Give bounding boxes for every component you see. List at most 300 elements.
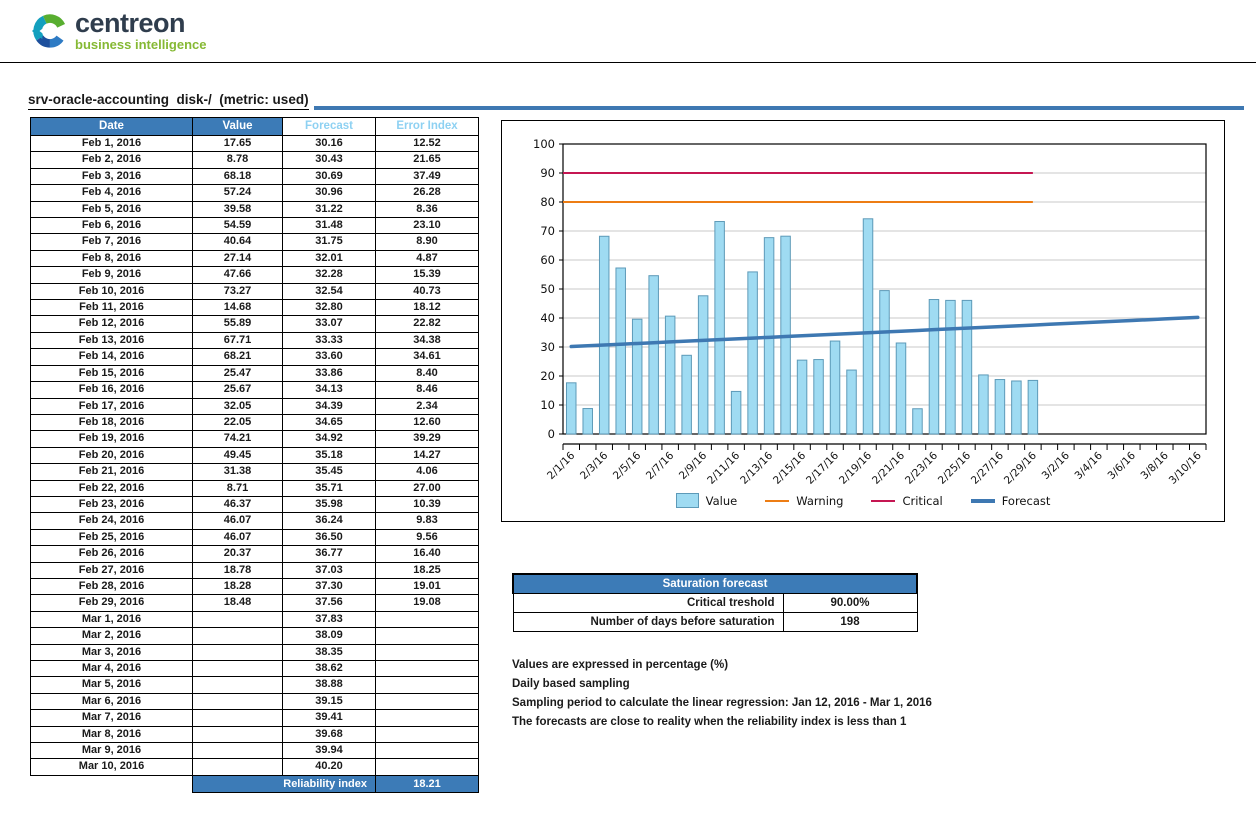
y-tick-label: 0 — [547, 427, 555, 441]
cell-date: Feb 17, 2016 — [31, 398, 193, 414]
cell-error-index: 18.12 — [376, 300, 479, 316]
cell-error-index: 19.01 — [376, 578, 479, 594]
x-tick-label: 3/4/16 — [1072, 449, 1105, 483]
cell-date: Feb 13, 2016 — [31, 332, 193, 348]
table-row — [31, 628, 479, 644]
cell-date: Feb 2, 2016 — [31, 152, 193, 168]
header-divider — [0, 62, 1256, 63]
cell-value — [193, 759, 283, 775]
cell-error-index — [376, 611, 479, 627]
x-tick-label: 3/6/16 — [1105, 449, 1138, 483]
note-line: Values are expressed in percentage (%) — [512, 659, 729, 671]
cell-date: Feb 23, 2016 — [31, 496, 193, 512]
reliability-index-label: Reliability index — [193, 775, 376, 792]
table-row — [31, 201, 479, 217]
y-tick-label: 90 — [540, 166, 555, 180]
table-row — [31, 611, 479, 627]
cell-date: Feb 7, 2016 — [31, 234, 193, 250]
x-tick-label: 2/11/16 — [705, 449, 743, 487]
col-header-date: Date — [31, 118, 193, 136]
cell-date: Feb 24, 2016 — [31, 513, 193, 529]
table-row — [31, 496, 479, 512]
x-tick-label: 2/13/16 — [738, 449, 776, 487]
cell-date: Feb 16, 2016 — [31, 382, 193, 398]
y-tick-label: 70 — [540, 224, 555, 238]
table-row — [31, 710, 479, 726]
table-row — [31, 283, 479, 299]
table-row — [31, 693, 479, 709]
cell-date: Mar 5, 2016 — [31, 677, 193, 693]
cell-forecast: 35.45 — [283, 464, 376, 480]
cell-forecast: 30.69 — [283, 168, 376, 184]
cell-value: 73.27 — [193, 283, 283, 299]
cell-forecast: 30.16 — [283, 136, 376, 152]
cell-forecast: 34.65 — [283, 414, 376, 430]
cell-error-index: 12.52 — [376, 136, 479, 152]
y-tick-label: 20 — [540, 369, 555, 383]
x-tick-label: 2/3/16 — [577, 449, 611, 483]
note-line: Sampling period to calculate the linear regression: Jan 12, 2016 - Mar 1, 2016 — [512, 697, 932, 709]
value-bar — [748, 272, 758, 434]
forecast-line-icon — [971, 499, 995, 503]
cell-value: 17.65 — [193, 136, 283, 152]
table-row — [31, 529, 479, 545]
cell-date: Mar 10, 2016 — [31, 759, 193, 775]
cell-forecast: 37.56 — [283, 595, 376, 611]
cell-value: 20.37 — [193, 546, 283, 562]
cell-error-index: 10.39 — [376, 496, 479, 512]
cell-value: 55.89 — [193, 316, 283, 332]
table-row — [31, 398, 479, 414]
x-tick-label: 3/10/16 — [1166, 449, 1204, 487]
cell-value: 46.37 — [193, 496, 283, 512]
title-rule — [314, 106, 1244, 110]
forecast-chart — [501, 120, 1225, 522]
value-bar — [632, 319, 642, 434]
table-row — [31, 414, 479, 430]
x-tick-label: 2/21/16 — [869, 449, 908, 487]
table-row — [31, 168, 479, 184]
cell-value: 18.78 — [193, 562, 283, 578]
table-row — [31, 595, 479, 611]
cell-error-index: 26.28 — [376, 185, 479, 201]
table-row — [31, 759, 479, 775]
table-row — [31, 218, 479, 234]
cell-error-index — [376, 661, 479, 677]
cell-error-index: 21.65 — [376, 152, 479, 168]
x-tick-label: 2/23/16 — [902, 449, 941, 487]
cell-value: 40.64 — [193, 234, 283, 250]
forecast-table-body — [31, 136, 479, 776]
cell-value — [193, 726, 283, 742]
cell-error-index: 4.06 — [376, 464, 479, 480]
blank-cell — [31, 775, 193, 792]
legend-item-warning — [765, 494, 843, 508]
x-tick-label: 2/29/16 — [1001, 449, 1040, 487]
cell-date: Feb 6, 2016 — [31, 218, 193, 234]
cell-forecast: 34.92 — [283, 431, 376, 447]
table-row — [31, 726, 479, 742]
cell-forecast: 39.41 — [283, 710, 376, 726]
x-tick-label: 3/8/16 — [1138, 449, 1171, 483]
legend-label-value: Value — [705, 493, 738, 508]
cell-error-index: 39.29 — [376, 431, 479, 447]
value-bar — [599, 236, 609, 434]
cell-date: Feb 1, 2016 — [31, 136, 193, 152]
critical-threshold-label: Critical treshold — [513, 594, 783, 613]
legend-item-forecast — [971, 494, 1051, 508]
cell-date: Feb 20, 2016 — [31, 447, 193, 463]
value-bar — [830, 341, 840, 434]
table-row — [31, 677, 479, 693]
cell-value: 18.28 — [193, 578, 283, 594]
value-bar — [566, 383, 576, 434]
x-tick-label: 2/19/16 — [837, 449, 875, 487]
cell-forecast: 34.39 — [283, 398, 376, 414]
cell-value: 8.71 — [193, 480, 283, 496]
cell-forecast: 39.68 — [283, 726, 376, 742]
cell-error-index: 9.83 — [376, 513, 479, 529]
y-tick-label: 10 — [540, 398, 555, 412]
page-title: srv-oracle-accounting disk-/ (metric: used) — [28, 92, 309, 110]
cell-date: Mar 9, 2016 — [31, 743, 193, 759]
cell-value: 32.05 — [193, 398, 283, 414]
cell-date: Feb 4, 2016 — [31, 185, 193, 201]
cell-date: Mar 2, 2016 — [31, 628, 193, 644]
table-row — [31, 250, 479, 266]
value-bar — [962, 300, 972, 434]
cell-forecast: 40.20 — [283, 759, 376, 775]
cell-date: Feb 21, 2016 — [31, 464, 193, 480]
cell-date: Mar 6, 2016 — [31, 693, 193, 709]
value-bar — [880, 291, 890, 434]
table-row — [31, 136, 479, 152]
legend-label-forecast: Forecast — [1001, 493, 1051, 508]
x-tick-label: 3/2/16 — [1039, 449, 1072, 483]
reliability-index-value: 18.21 — [376, 775, 479, 792]
days-before-saturation-value: 198 — [783, 613, 917, 632]
cell-forecast: 38.62 — [283, 661, 376, 677]
cell-error-index: 8.36 — [376, 201, 479, 217]
cell-value — [193, 743, 283, 759]
legend-label-critical: Critical — [902, 493, 943, 508]
cell-forecast: 35.71 — [283, 480, 376, 496]
value-bar — [731, 391, 741, 434]
table-header-row — [31, 118, 479, 136]
cell-date: Feb 15, 2016 — [31, 365, 193, 381]
value-bar — [979, 375, 989, 434]
cell-date: Feb 18, 2016 — [31, 414, 193, 430]
cell-date: Feb 27, 2016 — [31, 562, 193, 578]
days-before-saturation-label: Number of days before saturation — [513, 613, 783, 632]
table-row — [31, 743, 479, 759]
cell-value: 46.07 — [193, 529, 283, 545]
cell-date: Feb 10, 2016 — [31, 283, 193, 299]
cell-forecast: 38.35 — [283, 644, 376, 660]
value-bar — [583, 409, 593, 434]
note-line: The forecasts are close to reality when the reliability index is less than 1 — [512, 716, 907, 728]
cell-forecast: 38.09 — [283, 628, 376, 644]
cell-forecast: 36.50 — [283, 529, 376, 545]
cell-forecast: 37.30 — [283, 578, 376, 594]
forecast-table — [30, 117, 479, 793]
cell-error-index: 8.46 — [376, 382, 479, 398]
cell-error-index: 15.39 — [376, 267, 479, 283]
table-row — [31, 562, 479, 578]
value-bar — [797, 360, 807, 434]
value-bar — [814, 360, 824, 434]
cell-forecast: 32.80 — [283, 300, 376, 316]
value-bar — [616, 268, 626, 434]
y-tick-label: 100 — [533, 137, 555, 151]
cell-forecast: 31.22 — [283, 201, 376, 217]
cell-date: Mar 8, 2016 — [31, 726, 193, 742]
table-row — [31, 447, 479, 463]
cell-error-index — [376, 710, 479, 726]
centreon-logo — [30, 10, 207, 52]
table-row — [31, 332, 479, 348]
cell-error-index: 40.73 — [376, 283, 479, 299]
saturation-header-row — [513, 574, 917, 594]
cell-value: 57.24 — [193, 185, 283, 201]
y-tick-label: 80 — [540, 195, 555, 209]
cell-forecast: 32.28 — [283, 267, 376, 283]
cell-error-index: 12.60 — [376, 414, 479, 430]
table-row — [31, 234, 479, 250]
saturation-forecast-table — [512, 573, 918, 632]
chart-legend — [502, 493, 1224, 508]
cell-value — [193, 710, 283, 726]
x-tick-label: 2/17/16 — [804, 449, 842, 487]
cell-value: 31.38 — [193, 464, 283, 480]
cell-forecast: 37.83 — [283, 611, 376, 627]
value-swatch-icon — [676, 493, 699, 508]
cell-error-index: 34.38 — [376, 332, 479, 348]
cell-error-index: 18.25 — [376, 562, 479, 578]
x-tick-label: 2/15/16 — [771, 449, 809, 487]
note-line: Daily based sampling — [512, 678, 630, 690]
cell-error-index: 2.34 — [376, 398, 479, 414]
cell-error-index: 19.08 — [376, 595, 479, 611]
cell-date: Feb 9, 2016 — [31, 267, 193, 283]
legend-item-value — [676, 493, 738, 508]
cell-value: 49.45 — [193, 447, 283, 463]
cell-value — [193, 677, 283, 693]
cell-value: 18.48 — [193, 595, 283, 611]
table-row — [31, 546, 479, 562]
cell-value: 39.58 — [193, 201, 283, 217]
cell-error-index: 37.49 — [376, 168, 479, 184]
cell-value: 47.66 — [193, 267, 283, 283]
brand-tagline: business intelligence — [75, 37, 207, 52]
table-row — [31, 267, 479, 283]
value-bar — [847, 370, 857, 434]
cell-forecast: 36.77 — [283, 546, 376, 562]
cell-date: Feb 11, 2016 — [31, 300, 193, 316]
value-bar — [665, 316, 675, 434]
table-row — [31, 480, 479, 496]
cell-error-index: 9.56 — [376, 529, 479, 545]
legend-item-critical — [871, 494, 942, 508]
x-tick-label: 2/25/16 — [935, 449, 974, 487]
cell-value: 46.07 — [193, 513, 283, 529]
cell-date: Mar 1, 2016 — [31, 611, 193, 627]
cell-value: 67.71 — [193, 332, 283, 348]
cell-forecast: 36.24 — [283, 513, 376, 529]
cell-forecast: 39.94 — [283, 743, 376, 759]
cell-error-index: 34.61 — [376, 349, 479, 365]
chart-canvas — [502, 121, 1223, 489]
value-bar — [913, 409, 923, 434]
cell-value: 74.21 — [193, 431, 283, 447]
y-tick-label: 40 — [540, 311, 555, 325]
value-bar — [896, 343, 906, 434]
cell-error-index — [376, 677, 479, 693]
cell-error-index: 27.00 — [376, 480, 479, 496]
report-notes — [512, 656, 932, 732]
value-bar — [682, 355, 692, 434]
cell-date: Feb 12, 2016 — [31, 316, 193, 332]
cell-value: 22.05 — [193, 414, 283, 430]
value-bar — [946, 300, 956, 434]
cell-value — [193, 693, 283, 709]
brand-name: centreon — [75, 8, 186, 38]
cell-error-index: 8.40 — [376, 365, 479, 381]
cell-forecast: 37.03 — [283, 562, 376, 578]
value-bar — [649, 276, 659, 434]
legend-label-warning: Warning — [796, 493, 844, 508]
x-tick-label: 2/7/16 — [643, 449, 677, 483]
cell-value: 14.68 — [193, 300, 283, 316]
cell-value — [193, 644, 283, 660]
value-bar — [929, 300, 939, 434]
value-bar — [715, 222, 725, 434]
col-header-value: Value — [193, 118, 283, 136]
value-bar — [1012, 381, 1022, 434]
saturation-title: Saturation forecast — [513, 574, 917, 594]
y-tick-label: 30 — [540, 340, 555, 354]
cell-error-index: 14.27 — [376, 447, 479, 463]
cell-date: Feb 26, 2016 — [31, 546, 193, 562]
cell-forecast: 38.88 — [283, 677, 376, 693]
table-row — [31, 349, 479, 365]
cell-date: Feb 29, 2016 — [31, 595, 193, 611]
cell-forecast: 39.15 — [283, 693, 376, 709]
cell-date: Feb 14, 2016 — [31, 349, 193, 365]
report-title-row — [28, 92, 1244, 110]
cell-date: Feb 8, 2016 — [31, 250, 193, 266]
cell-date: Mar 3, 2016 — [31, 644, 193, 660]
cell-forecast: 32.01 — [283, 250, 376, 266]
cell-value: 8.78 — [193, 152, 283, 168]
cell-value: 25.47 — [193, 365, 283, 381]
table-row — [31, 431, 479, 447]
cell-forecast: 30.43 — [283, 152, 376, 168]
cell-error-index — [376, 743, 479, 759]
table-row — [31, 464, 479, 480]
cell-error-index — [376, 759, 479, 775]
table-row — [31, 382, 479, 398]
col-header-forecast: Forecast — [283, 118, 376, 136]
cell-forecast: 33.86 — [283, 365, 376, 381]
table-row — [31, 661, 479, 677]
cell-error-index — [376, 693, 479, 709]
table-row — [513, 594, 917, 613]
cell-date: Feb 19, 2016 — [31, 431, 193, 447]
table-row — [31, 152, 479, 168]
cell-error-index: 16.40 — [376, 546, 479, 562]
x-tick-label: 2/9/16 — [676, 449, 710, 483]
cell-value — [193, 661, 283, 677]
table-row — [31, 300, 479, 316]
critical-line-icon — [871, 500, 895, 502]
cell-date: Mar 7, 2016 — [31, 710, 193, 726]
cell-error-index: 8.90 — [376, 234, 479, 250]
cell-forecast: 33.07 — [283, 316, 376, 332]
cell-forecast: 35.98 — [283, 496, 376, 512]
critical-threshold-value: 90.00% — [783, 594, 917, 613]
value-bar — [995, 380, 1005, 434]
warning-line-icon — [765, 500, 789, 502]
cell-forecast: 33.60 — [283, 349, 376, 365]
cell-value: 68.18 — [193, 168, 283, 184]
cell-value — [193, 628, 283, 644]
cell-date: Mar 4, 2016 — [31, 661, 193, 677]
cell-value: 27.14 — [193, 250, 283, 266]
table-row — [31, 513, 479, 529]
cell-error-index: 4.87 — [376, 250, 479, 266]
x-tick-label: 2/27/16 — [968, 449, 1007, 487]
cell-forecast: 30.96 — [283, 185, 376, 201]
reliability-row — [31, 775, 479, 792]
cell-value — [193, 611, 283, 627]
table-row — [31, 578, 479, 594]
y-tick-label: 60 — [540, 253, 555, 267]
cell-forecast: 31.75 — [283, 234, 376, 250]
centreon-logo-icon — [30, 10, 68, 52]
cell-value: 25.67 — [193, 382, 283, 398]
value-bar — [1028, 380, 1038, 434]
cell-error-index: 23.10 — [376, 218, 479, 234]
cell-forecast: 34.13 — [283, 382, 376, 398]
value-bar — [863, 219, 873, 434]
cell-forecast: 32.54 — [283, 283, 376, 299]
cell-forecast: 35.18 — [283, 447, 376, 463]
cell-error-index — [376, 726, 479, 742]
y-tick-label: 50 — [540, 282, 555, 296]
col-header-error-index: Error Index — [376, 118, 479, 136]
cell-date: Feb 3, 2016 — [31, 168, 193, 184]
cell-value: 68.21 — [193, 349, 283, 365]
x-tick-label: 2/5/16 — [610, 449, 644, 483]
table-row — [31, 365, 479, 381]
cell-error-index: 22.82 — [376, 316, 479, 332]
cell-date: Feb 25, 2016 — [31, 529, 193, 545]
x-tick-label: 2/1/16 — [544, 449, 578, 483]
table-row — [31, 316, 479, 332]
cell-date: Feb 28, 2016 — [31, 578, 193, 594]
cell-error-index — [376, 644, 479, 660]
cell-forecast: 33.33 — [283, 332, 376, 348]
cell-forecast: 31.48 — [283, 218, 376, 234]
table-row — [31, 644, 479, 660]
value-bar — [698, 296, 708, 434]
table-row — [513, 613, 917, 632]
table-row — [31, 185, 479, 201]
cell-error-index — [376, 628, 479, 644]
cell-date: Feb 5, 2016 — [31, 201, 193, 217]
cell-date: Feb 22, 2016 — [31, 480, 193, 496]
